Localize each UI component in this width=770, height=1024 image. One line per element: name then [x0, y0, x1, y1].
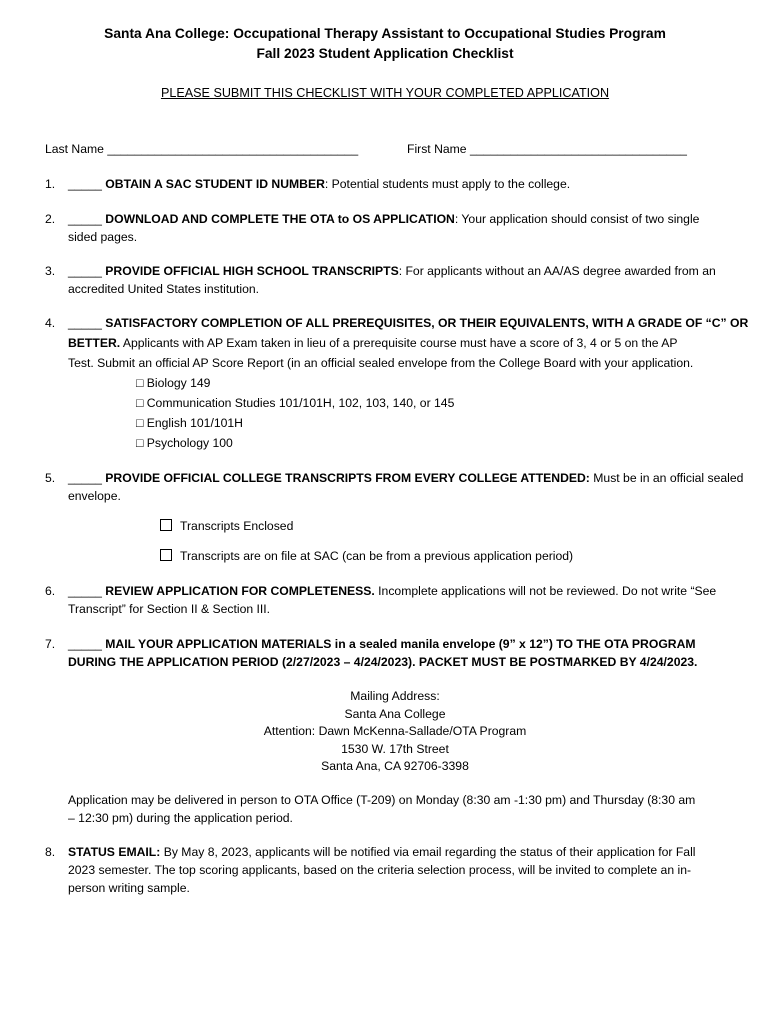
prereq-option-communication[interactable]: □ Communication Studies 101/101H, 102, 103, 140, or 145	[136, 396, 455, 410]
first-name-field[interactable]	[407, 142, 687, 156]
item-line2	[68, 336, 677, 350]
item-number: 6.	[45, 584, 56, 598]
document-title-line1: Santa Ana College: Occupational Therapy Assistant to Occupational Studies Program	[104, 26, 666, 41]
item-heading-line2: DURING THE APPLICATION PERIOD (2/27/2023 – 4/24/2023). PACKET MUST BE POSTMARKED BY 4/24/2023.	[68, 655, 698, 669]
transcripts-on-file-option[interactable]	[160, 549, 573, 563]
item-number: 8.	[45, 845, 56, 859]
item-number: 2.	[45, 212, 56, 226]
item-text-line2: envelope.	[68, 489, 121, 503]
first-name-blank: ________________________________	[469, 142, 687, 156]
address-line: 1530 W. 17th Street	[341, 741, 449, 756]
item-line	[68, 177, 570, 191]
item-heading: SATISFACTORY COMPLETION OF ALL PREREQUISITES, OR THEIR EQUIVALENTS, WITH A GRADE OF “C” OR	[105, 316, 749, 330]
check-blank[interactable]: _____	[68, 637, 102, 651]
item-heading: DOWNLOAD AND COMPLETE THE OTA to OS APPLICATION	[105, 212, 455, 226]
last-name-label: Last Name	[45, 142, 104, 156]
item-text-line2: sided pages.	[68, 230, 138, 244]
item-number: 3.	[45, 264, 56, 278]
checkbox[interactable]	[160, 519, 172, 531]
item-number: 1.	[45, 177, 56, 191]
checkbox-label: Transcripts Enclosed	[180, 519, 294, 533]
prereq-option-biology[interactable]: □ Biology 149	[136, 376, 211, 390]
delivery-note-line1: Application may be delivered in person to OTA Office (T-209) on Monday (8:30 am -1:30 pm) and Thursday (8:30 am	[68, 793, 696, 807]
item-number: 5.	[45, 471, 56, 485]
item-line	[68, 264, 716, 278]
item-heading: PROVIDE OFFICIAL HIGH SCHOOL TRANSCRIPTS	[105, 264, 399, 278]
transcripts-enclosed-option[interactable]	[160, 519, 293, 533]
item-text: By May 8, 2023, applicants will be notified via email regarding the status of their application for Fall	[160, 845, 696, 859]
item-text: : Your application should consist of two single	[454, 212, 700, 226]
address-line: Santa Ana College	[344, 706, 446, 721]
delivery-note-line2: – 12:30 pm) during the application period.	[68, 811, 293, 825]
item-heading-cont: BETTER.	[68, 336, 121, 350]
item-text: Incomplete applications will not be reviewed. Do not write “See	[374, 584, 717, 598]
item-heading: OBTAIN A SAC STUDENT ID NUMBER	[105, 177, 325, 191]
prereq-option-psychology[interactable]: □ Psychology 100	[136, 436, 233, 450]
item-text: Applicants with AP Exam taken in lieu of a prerequisite course must have a score of 3, 4 or 5 on the AP	[120, 336, 678, 350]
item-line	[68, 637, 696, 651]
item-line	[68, 471, 743, 485]
item-heading: PROVIDE OFFICIAL COLLEGE TRANSCRIPTS FROM EVERY COLLEGE ATTENDED:	[105, 471, 590, 485]
item-text: : For applicants without an AA/AS degree awarded from an	[398, 264, 716, 278]
check-blank[interactable]: _____	[68, 177, 102, 191]
address-line: Attention: Dawn McKenna-Sallade/OTA Program	[263, 724, 527, 738]
item-line	[68, 845, 696, 859]
item-heading: MAIL YOUR APPLICATION MATERIALS in a sealed manila envelope (9” x 12”) TO THE OTA PROGRAM	[105, 637, 696, 651]
checkbox-label: Transcripts are on file at SAC (can be from a previous application period)	[180, 549, 574, 563]
item-line	[68, 316, 748, 330]
last-name-field[interactable]	[45, 142, 358, 156]
item-text-line2: 2023 semester. The top scoring applicants, based on the criteria selection process, will be invited to complete an in-	[68, 863, 692, 877]
item-text-line2: accredited United States institution.	[68, 282, 260, 296]
instruction-heading: PLEASE SUBMIT THIS CHECKLIST WITH YOUR COMPLETED APPLICATION	[160, 86, 610, 100]
item-text: Must be in an official sealed	[589, 471, 744, 485]
address-line: Mailing Address:	[350, 689, 440, 703]
item-text-line2: Transcript” for Section II & Section III.	[68, 602, 271, 616]
prereq-option-english[interactable]: □ English 101/101H	[136, 416, 243, 430]
item-number: 7.	[45, 637, 56, 651]
address-line: Santa Ana, CA 92706-3398	[321, 759, 469, 773]
check-blank[interactable]: _____	[68, 316, 102, 330]
check-blank[interactable]: _____	[68, 212, 102, 226]
item-text: : Potential students must apply to the college.	[324, 177, 571, 191]
item-number: 4.	[45, 316, 56, 330]
check-blank[interactable]: _____	[68, 471, 102, 485]
first-name-label: First Name	[407, 142, 467, 156]
document-title-line2: Fall 2023 Student Application Checklist	[256, 46, 514, 61]
item-line	[68, 584, 716, 598]
item-text-line3: person writing sample.	[68, 881, 190, 895]
item-heading: STATUS EMAIL:	[68, 845, 161, 859]
item-heading: REVIEW APPLICATION FOR COMPLETENESS.	[105, 584, 375, 598]
check-blank[interactable]: _____	[68, 584, 102, 598]
item-text-line3: Test. Submit an official AP Score Report (in an official sealed envelope from the College Board with your application.	[68, 356, 694, 370]
checkbox[interactable]	[160, 549, 172, 561]
check-blank[interactable]: _____	[68, 264, 102, 278]
last-name-blank: _____________________________________	[107, 142, 359, 156]
item-line	[68, 212, 699, 226]
